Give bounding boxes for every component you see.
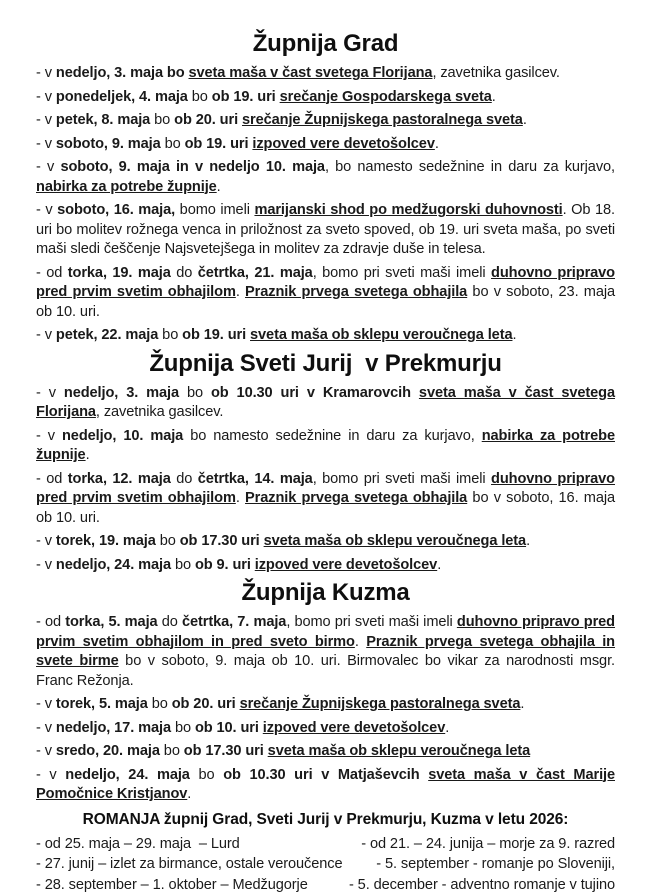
text-run: bo bbox=[158, 327, 182, 343]
text-run: bo bbox=[156, 533, 180, 549]
text-run: izpoved vere devetošolcev bbox=[263, 720, 445, 736]
section-kuzma bbox=[36, 579, 615, 805]
text-run: nedeljo, 3. maja bbox=[64, 385, 179, 401]
text-run: , zavetnika gasilcev. bbox=[96, 404, 223, 420]
text-run: petek, 22. maja bbox=[56, 327, 158, 343]
text-run: - v bbox=[36, 65, 56, 81]
text-run: četrtka, 14. maja bbox=[198, 471, 313, 487]
text-run: . bbox=[187, 786, 191, 802]
text-run: , zavetnika gasilcev. bbox=[432, 65, 559, 81]
text-run: - v bbox=[36, 159, 60, 175]
text-run: - v bbox=[36, 743, 56, 759]
announcement bbox=[36, 384, 615, 423]
text-run: . bbox=[355, 634, 366, 650]
pilgrimage-right: - od 21. – 24. junija – morje za 9. razred bbox=[361, 834, 615, 855]
text-run: do bbox=[171, 471, 198, 487]
pilgrimage-left: - od 25. maja – 29. maja – Lurd bbox=[36, 834, 240, 855]
text-run: bo bbox=[190, 767, 223, 783]
text-run: . bbox=[435, 136, 439, 152]
announcement bbox=[36, 64, 615, 84]
pilgrimage-right: - 5. september - romanje po Sloveniji, bbox=[376, 854, 615, 875]
text-run: duhovno pripravo pred prvim svetim obhajilom bbox=[36, 471, 615, 507]
text-run: izpoved vere devetošolcev bbox=[252, 136, 434, 152]
text-run: torek, 5. maja bbox=[56, 696, 148, 712]
text-run: nedeljo, 24. maja bbox=[56, 557, 171, 573]
text-run: bo v soboto, 16. maja ob 10. uri. bbox=[36, 490, 615, 526]
text-run: ob 20. uri bbox=[174, 112, 242, 128]
announcement bbox=[36, 427, 615, 466]
text-run: torka, 12. maja bbox=[68, 471, 171, 487]
text-run: bomo imeli bbox=[175, 202, 254, 218]
text-run: . bbox=[526, 533, 530, 549]
text-run: . bbox=[437, 557, 441, 573]
text-run: . bbox=[523, 112, 527, 128]
pilgrimages-section bbox=[36, 809, 615, 895]
text-run: nabirka za potrebe župnije bbox=[36, 179, 217, 195]
announcement bbox=[36, 201, 615, 260]
text-run: - v bbox=[36, 720, 56, 736]
text-run: bo bbox=[148, 696, 172, 712]
text-run: - v bbox=[36, 89, 56, 105]
text-run: , bomo pri sveti maši imeli bbox=[286, 614, 457, 630]
announcement bbox=[36, 766, 615, 805]
announcement bbox=[36, 719, 615, 739]
section-heading-sveti-jurij: Župnija Sveti Jurij v Prekmurju bbox=[36, 350, 615, 378]
pilgrimage-row bbox=[36, 875, 615, 895]
text-run: soboto, 9. maja in v nedeljo 10. maja bbox=[60, 159, 325, 175]
text-run: sveta maša ob sklepu veroučnega leta bbox=[268, 743, 530, 759]
text-run: nedeljo, 17. maja bbox=[56, 720, 171, 736]
text-run: četrtka, 7. maja bbox=[182, 614, 286, 630]
text-run: soboto, 9. maja bbox=[56, 136, 161, 152]
announcement bbox=[36, 470, 615, 529]
announcement bbox=[36, 264, 615, 323]
text-run: sveta maša v čast svetega Florijana bbox=[36, 385, 615, 421]
pilgrimage-left: - 28. september – 1. oktober – Medžugorje bbox=[36, 875, 308, 895]
text-run: marijanski shod po medžugorski duhovnosti bbox=[254, 202, 562, 218]
pilgrimages-heading: ROMANJA župnij Grad, Sveti Jurij v Prekmurju, Kuzma v letu 2026: bbox=[36, 809, 615, 831]
text-run: torka, 5. maja bbox=[65, 614, 157, 630]
text-run: do bbox=[171, 265, 198, 281]
text-run: - v bbox=[36, 557, 56, 573]
text-run: bo bbox=[188, 89, 212, 105]
text-run: bo namesto sedežnine in daru za kurjavo, bbox=[183, 428, 482, 444]
text-run: bo bbox=[171, 720, 195, 736]
section-heading-kuzma: Župnija Kuzma bbox=[36, 579, 615, 607]
text-run: torek, 19. maja bbox=[56, 533, 156, 549]
text-run: - v bbox=[36, 428, 62, 444]
text-run: srečanje Župnijskega pastoralnega sveta bbox=[242, 112, 523, 128]
pilgrimage-left: - 27. junij – izlet za birmance, ostale veroučence bbox=[36, 854, 343, 875]
text-run: bo v soboto, 9. maja ob 10. uri. Birmovalec bo vikar za narodnosti msgr. Franc Režonja. bbox=[36, 653, 615, 689]
text-run: - v bbox=[36, 327, 56, 343]
text-run: ob 10.30 uri v Matjaševcih bbox=[223, 767, 428, 783]
text-run: ob 19. uri bbox=[185, 136, 253, 152]
text-run: petek, 8. maja bbox=[56, 112, 150, 128]
text-run: bo bbox=[150, 112, 174, 128]
pilgrimage-right: - 5. december - adventno romanje v tujino bbox=[349, 875, 615, 895]
text-run: bo bbox=[171, 557, 195, 573]
announcement bbox=[36, 742, 615, 762]
text-run: , bo namesto sedežnine in daru za kurjavo, bbox=[325, 159, 615, 175]
announcement bbox=[36, 326, 615, 346]
text-run: ponedeljek, 4. maja bbox=[56, 89, 188, 105]
text-run: . bbox=[217, 179, 221, 195]
text-run: ob 19. uri bbox=[182, 327, 250, 343]
text-run: Praznik prvega svetega obhajila in svete birme bbox=[36, 634, 615, 670]
text-run: ob 10. uri bbox=[195, 720, 263, 736]
text-run: nedeljo, 24. maja bbox=[65, 767, 190, 783]
text-run: ob 10.30 uri v Kramarovcih bbox=[211, 385, 419, 401]
text-run: - v bbox=[36, 385, 64, 401]
announcement bbox=[36, 613, 615, 691]
text-run: ob 9. uri bbox=[195, 557, 255, 573]
text-run: torka, 19. maja bbox=[68, 265, 171, 281]
text-run: - od bbox=[36, 614, 65, 630]
text-run: . bbox=[512, 327, 516, 343]
text-run: sveta maša ob sklepu veroučnega leta bbox=[250, 327, 512, 343]
text-run: , bomo pri sveti maši imeli bbox=[313, 471, 491, 487]
announcement bbox=[36, 556, 615, 576]
text-run: Praznik prvega svetega obhajila bbox=[245, 284, 467, 300]
text-run: - v bbox=[36, 767, 65, 783]
text-run: bo bbox=[161, 136, 185, 152]
announcement bbox=[36, 532, 615, 552]
text-run: - od bbox=[36, 265, 68, 281]
text-run: soboto, 16. maja, bbox=[57, 202, 175, 218]
text-run: , bomo pri sveti maši imeli bbox=[313, 265, 491, 281]
pilgrimage-row bbox=[36, 834, 615, 855]
announcement bbox=[36, 158, 615, 197]
announcement bbox=[36, 135, 615, 155]
text-run: izpoved vere devetošolcev bbox=[255, 557, 437, 573]
text-run: ob 17.30 uri bbox=[180, 533, 264, 549]
pilgrimage-row bbox=[36, 854, 615, 875]
text-run: . bbox=[236, 284, 245, 300]
text-run: . bbox=[236, 490, 245, 506]
text-run: ob 17.30 uri bbox=[184, 743, 268, 759]
text-run: duhovno pripravo pred prvim svetim obhajilom in pred sveto birmo bbox=[36, 614, 615, 650]
text-run: . bbox=[520, 696, 524, 712]
text-run: srečanje Gospodarskega sveta bbox=[280, 89, 492, 105]
text-run: srečanje Župnijskega pastoralnega sveta bbox=[240, 696, 521, 712]
announcement bbox=[36, 111, 615, 131]
text-run: do bbox=[158, 614, 182, 630]
text-run: . bbox=[492, 89, 496, 105]
text-run: - v bbox=[36, 696, 56, 712]
text-run: ob 20. uri bbox=[172, 696, 240, 712]
text-run: duhovno pripravo pred prvim svetim obhajilom bbox=[36, 265, 615, 301]
announcement bbox=[36, 695, 615, 715]
text-run: sveta maša v čast svetega Florijana bbox=[189, 65, 433, 81]
text-run: bo bbox=[160, 743, 184, 759]
text-run: nabirka za potrebe župnije bbox=[36, 428, 615, 464]
text-run: . Ob 18. uri bo molitev rožnega venca in priložnost za sveto spoved, ob 19. uri sveta maša, po sveti maši sledi češčenje Najsvetejšega in molitev za zdravje duše in telesa. bbox=[36, 202, 615, 257]
text-run: - v bbox=[36, 533, 56, 549]
section-grad bbox=[36, 30, 615, 346]
section-sveti-jurij bbox=[36, 350, 615, 576]
text-run: Praznik prvega svetega obhajila bbox=[245, 490, 467, 506]
text-run: bo v soboto, 23. maja ob 10. uri. bbox=[36, 284, 615, 320]
text-run: četrtka, 21. maja bbox=[198, 265, 313, 281]
section-heading-grad: Župnija Grad bbox=[36, 30, 615, 58]
announcement bbox=[36, 88, 615, 108]
text-run: nedeljo, 3. maja bo bbox=[56, 65, 189, 81]
text-run: . bbox=[445, 720, 449, 736]
text-run: nedeljo, 10. maja bbox=[62, 428, 183, 444]
text-run: - v bbox=[36, 202, 57, 218]
text-run: ob 19. uri bbox=[212, 89, 280, 105]
text-run: - od bbox=[36, 471, 68, 487]
text-run: . bbox=[86, 447, 90, 463]
text-run: sredo, 20. maja bbox=[56, 743, 160, 759]
text-run: bo bbox=[179, 385, 211, 401]
text-run: sveta maša ob sklepu veroučnega leta bbox=[264, 533, 526, 549]
text-run: - v bbox=[36, 136, 56, 152]
text-run: sveta maša v čast Marije Pomočnice Kristjanov bbox=[36, 767, 615, 803]
text-run: - v bbox=[36, 112, 56, 128]
